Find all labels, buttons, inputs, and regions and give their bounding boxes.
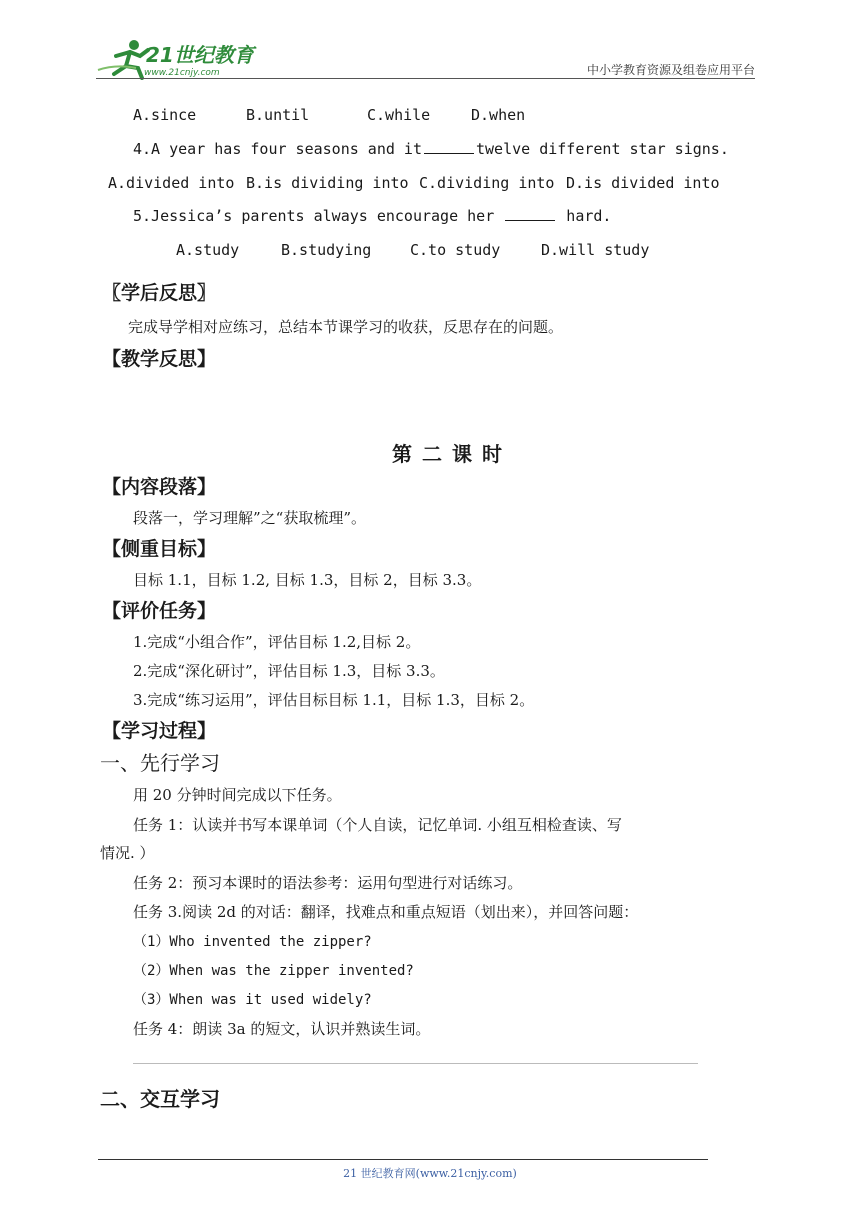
site-logo xyxy=(96,36,266,80)
goal-section-text: 目标 1.1，目标 1.2, 目标 1.3，目标 2，目标 3.3。 xyxy=(133,571,482,589)
q5-stem: 5.Jessica’s parents always encourage her xyxy=(133,207,495,225)
teaching-reflection-heading: 【教学反思】 xyxy=(102,348,217,370)
q5-option-a: A.study xyxy=(176,241,240,259)
after-study-reflection-heading: 〖学后反思〗 xyxy=(102,282,217,304)
interactive-study-heading: 二、交互学习 xyxy=(100,1087,220,1111)
q4-stem-end: twelve different star signs. xyxy=(475,140,729,158)
q3-option-a: A.since xyxy=(133,106,197,124)
q5-option-c: C.to study xyxy=(410,241,501,259)
goal-section-heading: 【侧重目标】 xyxy=(102,538,217,560)
evaluation-item: 1.完成“小组合作”，评估目标 1.2,目标 2。 xyxy=(133,633,421,651)
q3-option-c: C.while xyxy=(367,106,431,124)
q5-blank xyxy=(505,219,555,221)
q4-option-c: C.dividing into xyxy=(419,174,555,192)
process-section-heading: 【学习过程】 xyxy=(102,720,217,742)
section-divider xyxy=(133,1063,698,1064)
content-section-heading: 【内容段落】 xyxy=(102,476,217,498)
evaluation-item: 2.完成“深化研讨”，评估目标 1.3，目标 3.3。 xyxy=(133,662,445,680)
task-3: 任务 3.阅读 2d 的对话：翻译，找难点和重点短语（划出来），并回答问题： xyxy=(133,903,639,921)
q5-option-d: D.will study xyxy=(541,241,650,259)
q4-option-b: B.is dividing into xyxy=(246,174,409,192)
runner-icon xyxy=(98,40,148,78)
task-4: 任务 4：朗读 3a 的短文，认识并熟读生词。 xyxy=(133,1020,431,1038)
header-divider xyxy=(96,78,755,79)
q4-option-a: A.divided into xyxy=(108,174,235,192)
question-5 xyxy=(133,207,611,225)
footer-divider xyxy=(98,1159,708,1160)
q4-blank xyxy=(424,152,474,154)
q5-option-b: B.studying xyxy=(281,241,372,259)
q3-option-d: D.when xyxy=(471,106,526,124)
evaluation-section-heading: 【评价任务】 xyxy=(102,600,217,622)
q3-option-b: B.until xyxy=(246,106,310,124)
task-2: 任务 2：预习本课时的语法参考：运用句型进行对话练习。 xyxy=(133,874,523,892)
lesson-title: 第二课时 xyxy=(392,442,512,466)
logo-url: www.21cnjy.com xyxy=(144,68,220,78)
task-1-continued: 情况. ） xyxy=(100,844,155,862)
footer-link[interactable]: 21 世纪教育网(www.21cnjy.com) xyxy=(343,1167,517,1180)
task-3-question: （3）When was it used widely? xyxy=(133,992,372,1008)
platform-name: 中小学教育资源及组卷应用平台 xyxy=(586,63,755,77)
q5-stem-end: hard. xyxy=(566,207,612,225)
evaluation-item: 3.完成“练习运用”，评估目标目标 1.1，目标 1.3，目标 2。 xyxy=(133,691,535,709)
q4-stem: 4.A year has four seasons and it xyxy=(133,140,422,158)
logo-text: 21世纪教育 xyxy=(146,43,254,67)
content-section-text: 段落一，学习理解”之“获取梳理”。 xyxy=(133,509,367,527)
question-4 xyxy=(133,140,729,158)
task-3-question: （2）When was the zipper invented? xyxy=(133,963,414,979)
task-1: 任务 1：认读并书写本课单词（个人自读，记忆单词. 小组互相检查读、写 xyxy=(133,816,622,834)
task-3-question: （1）Who invented the zipper? xyxy=(133,934,372,950)
reflection-text: 完成导学相对应练习，总结本节课学习的收获，反思存在的问题。 xyxy=(128,318,564,336)
pre-study-heading: 一、先行学习 xyxy=(100,751,220,775)
q4-option-d: D.is divided into xyxy=(566,174,720,192)
pre-study-intro: 用 20 分钟时间完成以下任务。 xyxy=(133,786,342,804)
